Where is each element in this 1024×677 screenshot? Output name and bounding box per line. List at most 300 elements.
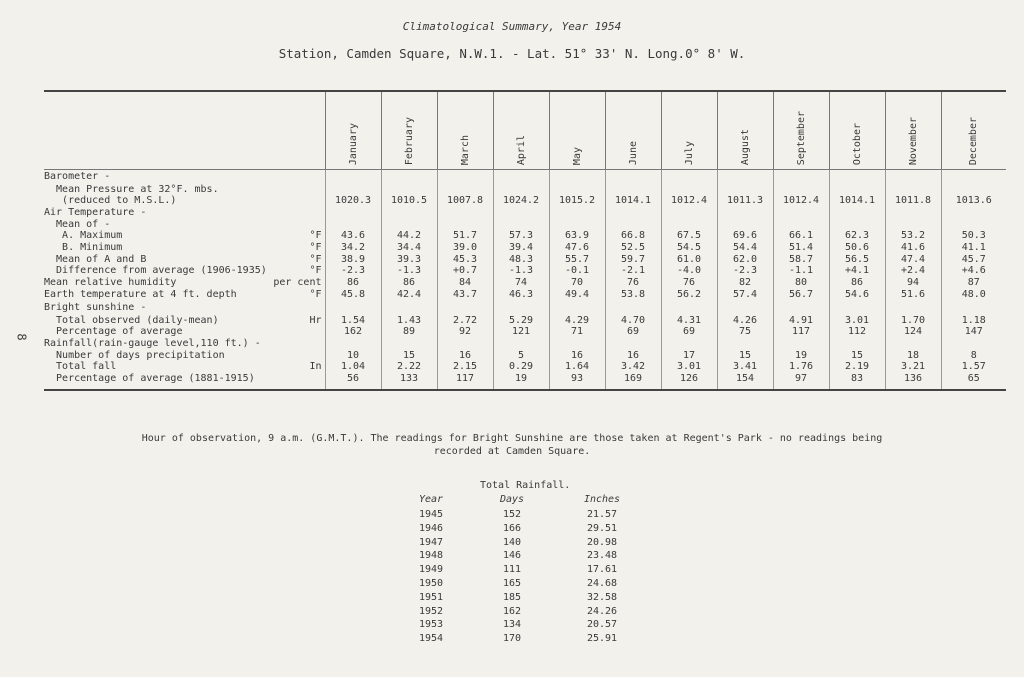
value-cell: 1013.6 — [941, 195, 1006, 207]
rainfall-inches: 20.57 — [586, 619, 618, 631]
value-cell: 62.3 — [829, 230, 885, 242]
value-cell: 66.1 — [773, 230, 829, 242]
value-cell: +4.1 — [829, 265, 885, 277]
rainfall-header-inches: Inches — [583, 493, 621, 505]
value-cell: 4.70 — [605, 315, 661, 327]
month-header-december — [941, 91, 1006, 169]
value-cell: 1.64 — [549, 361, 605, 373]
value-cell: 43.6 — [325, 230, 381, 242]
rainfall-year: 1948 — [418, 550, 444, 562]
value-cell: 1012.4 — [773, 195, 829, 207]
table-row — [44, 169, 1006, 184]
value-cell: 51.4 — [773, 242, 829, 254]
row-label-cell — [44, 207, 325, 219]
row-label: Mean Pressure at 32°F. mbs. — [44, 183, 219, 195]
rainfall-days: 111 — [502, 564, 522, 576]
value-cell: 4.29 — [549, 315, 605, 327]
row-label-cell — [44, 242, 325, 254]
rainfall-days: 170 — [502, 633, 522, 645]
value-cell: 69 — [605, 326, 661, 338]
value-cell: 47.4 — [885, 254, 941, 266]
row-label-cell — [44, 301, 325, 315]
value-cell: 45.3 — [437, 254, 493, 266]
row-label-cell — [44, 195, 325, 207]
value-cell — [493, 207, 549, 219]
climatological-summary-body — [44, 169, 1006, 390]
value-cell: 61.0 — [661, 254, 717, 266]
rainfall-year: 1950 — [418, 577, 444, 589]
value-cell: 1.76 — [773, 361, 829, 373]
month-label: May — [571, 147, 583, 166]
value-cell: -2.3 — [717, 265, 773, 277]
rainfall-inches: 32.58 — [586, 591, 618, 603]
value-cell: 154 — [717, 373, 773, 390]
rainfall-year: 1949 — [418, 564, 444, 576]
value-cell: 86 — [829, 277, 885, 289]
value-cell: 3.01 — [661, 361, 717, 373]
value-cell: 4.26 — [717, 315, 773, 327]
value-cell: 1014.1 — [605, 195, 661, 207]
value-cell: +4.6 — [941, 265, 1006, 277]
month-label: March — [459, 135, 471, 166]
value-cell: 5.29 — [493, 315, 549, 327]
value-cell: 2.15 — [437, 361, 493, 373]
value-cell — [661, 338, 717, 350]
value-cell — [661, 184, 717, 196]
value-cell: 1007.8 — [437, 195, 493, 207]
value-cell: 56.7 — [773, 289, 829, 301]
month-header-march — [437, 91, 493, 169]
value-cell — [493, 219, 549, 231]
row-label: B. Minimum — [44, 242, 123, 254]
rainfall-inches: 24.26 — [586, 605, 618, 617]
value-cell — [605, 219, 661, 231]
value-cell — [549, 338, 605, 350]
value-cell: 3.41 — [717, 361, 773, 373]
rainfall-days: 185 — [502, 591, 522, 603]
value-cell: -1.1 — [773, 265, 829, 277]
month-header-row — [44, 91, 1006, 169]
value-cell: 117 — [437, 373, 493, 390]
table-row — [44, 230, 1006, 242]
value-cell: 1010.5 — [381, 195, 437, 207]
value-cell: 4.91 — [773, 315, 829, 327]
value-cell: 41.1 — [941, 242, 1006, 254]
value-cell: 48.0 — [941, 289, 1006, 301]
rainfall-inches: 29.51 — [586, 522, 618, 534]
value-cell — [941, 338, 1006, 350]
rainfall-days: 140 — [502, 536, 522, 548]
value-cell: 1015.2 — [549, 195, 605, 207]
value-cell: 39.4 — [493, 242, 549, 254]
value-cell: 18 — [885, 350, 941, 362]
value-cell: 47.6 — [549, 242, 605, 254]
value-cell — [381, 169, 437, 184]
value-cell — [325, 219, 381, 231]
month-label: August — [739, 129, 751, 166]
value-cell: 70 — [549, 277, 605, 289]
station-info: Station, Camden Square, N.W.1. - Lat. 51° 33' N. Long.0° 8' W. — [278, 46, 746, 61]
table-row — [44, 277, 1006, 289]
row-label-cell — [44, 373, 325, 390]
climatological-summary-table — [44, 90, 1006, 391]
value-cell: 56.5 — [829, 254, 885, 266]
value-cell: -1.3 — [381, 265, 437, 277]
row-label: Number of days precipitation — [44, 349, 225, 361]
value-cell — [549, 219, 605, 231]
value-cell: 83 — [829, 373, 885, 390]
value-cell — [941, 184, 1006, 196]
row-unit: °F — [309, 242, 322, 254]
value-cell: 50.6 — [829, 242, 885, 254]
value-cell: 63.9 — [549, 230, 605, 242]
row-label: Mean of - — [44, 218, 111, 230]
header-label-cell — [44, 91, 325, 169]
row-label-cell — [44, 254, 325, 266]
row-label: Total observed (daily-mean) — [44, 314, 219, 326]
value-cell — [437, 219, 493, 231]
value-cell — [437, 338, 493, 350]
value-cell: 54.5 — [661, 242, 717, 254]
row-unit: °F — [309, 288, 322, 300]
value-cell: 92 — [437, 326, 493, 338]
rainfall-row — [395, 563, 647, 577]
value-cell: 84 — [437, 277, 493, 289]
value-cell: 4.31 — [661, 315, 717, 327]
value-cell: 43.7 — [437, 289, 493, 301]
value-cell: 1012.4 — [661, 195, 717, 207]
value-cell — [941, 219, 1006, 231]
rainfall-days: 166 — [502, 522, 522, 534]
value-cell — [381, 338, 437, 350]
value-cell: 15 — [829, 350, 885, 362]
value-cell — [829, 169, 885, 184]
value-cell: 74 — [493, 277, 549, 289]
row-label: Total fall — [44, 361, 117, 373]
value-cell: 45.7 — [941, 254, 1006, 266]
value-cell: 8 — [941, 350, 1006, 362]
value-cell: 86 — [381, 277, 437, 289]
table-row — [44, 184, 1006, 196]
value-cell — [549, 207, 605, 219]
value-cell: 53.8 — [605, 289, 661, 301]
rainfall-year: 1945 — [418, 509, 444, 520]
rainfall-days: 162 — [502, 605, 522, 617]
row-label: Bright sunshine - — [44, 301, 147, 313]
rainfall-inches: 23.48 — [586, 550, 618, 562]
rainfall-header-days: Days — [499, 493, 525, 505]
row-label: Percentage of average — [44, 326, 183, 338]
table-row — [44, 326, 1006, 338]
value-cell: 133 — [381, 373, 437, 390]
value-cell: 169 — [605, 373, 661, 390]
value-cell — [829, 184, 885, 196]
row-label-cell — [44, 277, 325, 289]
rainfall-days: 146 — [502, 550, 522, 562]
value-cell: 52.5 — [605, 242, 661, 254]
value-cell: -2.3 — [325, 265, 381, 277]
rainfall-row — [395, 605, 647, 619]
rainfall-row — [395, 549, 647, 563]
row-unit: °F — [309, 230, 322, 242]
month-label: June — [627, 141, 639, 166]
rainfall-row — [395, 508, 647, 522]
value-cell: 16 — [549, 350, 605, 362]
value-cell: -2.1 — [605, 265, 661, 277]
value-cell: 46.3 — [493, 289, 549, 301]
month-header-august — [717, 91, 773, 169]
value-cell: 2.72 — [437, 315, 493, 327]
month-label: July — [683, 141, 695, 166]
month-label: January — [347, 123, 359, 166]
row-label-cell — [44, 184, 325, 196]
value-cell: 3.01 — [829, 315, 885, 327]
value-cell: 54.4 — [717, 242, 773, 254]
value-cell: 5 — [493, 350, 549, 362]
value-cell: 16 — [605, 350, 661, 362]
month-header-may — [549, 91, 605, 169]
value-cell: 57.4 — [717, 289, 773, 301]
value-cell: 82 — [717, 277, 773, 289]
value-cell — [941, 301, 1006, 315]
value-cell — [493, 338, 549, 350]
value-cell: 93 — [549, 373, 605, 390]
value-cell: 42.4 — [381, 289, 437, 301]
value-cell: 3.21 — [885, 361, 941, 373]
value-cell — [549, 169, 605, 184]
value-cell — [829, 207, 885, 219]
value-cell: 80 — [773, 277, 829, 289]
value-cell — [773, 169, 829, 184]
value-cell — [325, 169, 381, 184]
value-cell: 1020.3 — [325, 195, 381, 207]
value-cell: 124 — [885, 326, 941, 338]
month-header-november — [885, 91, 941, 169]
value-cell — [381, 219, 437, 231]
rainfall-row — [395, 591, 647, 605]
value-cell — [605, 169, 661, 184]
value-cell: 1.18 — [941, 315, 1006, 327]
value-cell: 57.3 — [493, 230, 549, 242]
row-label: Air Temperature - — [44, 206, 147, 218]
value-cell: 51.7 — [437, 230, 493, 242]
rainfall-inches: 20.98 — [586, 536, 618, 548]
value-cell — [605, 301, 661, 315]
value-cell: 147 — [941, 326, 1006, 338]
value-cell: 1011.8 — [885, 195, 941, 207]
table-row — [44, 373, 1006, 390]
rainfall-header-year: Year — [418, 493, 444, 505]
value-cell — [493, 301, 549, 315]
row-label-cell — [44, 219, 325, 231]
observation-note-line-1: Hour of observation, 9 a.m. (G.M.T.). The readings for Bright Sunshine are those taken at Regent's Park - no readings being — [141, 433, 883, 444]
page-title: Climatological Summary, Year 1954 — [402, 20, 622, 33]
value-cell — [885, 338, 941, 350]
value-cell: 67.5 — [661, 230, 717, 242]
value-cell — [885, 219, 941, 231]
value-cell — [885, 169, 941, 184]
row-label-cell — [44, 315, 325, 327]
rainfall-row — [395, 618, 647, 632]
value-cell — [885, 207, 941, 219]
value-cell: 3.42 — [605, 361, 661, 373]
rainfall-year: 1947 — [418, 536, 444, 548]
value-cell — [717, 169, 773, 184]
rainfall-year: 1952 — [418, 605, 444, 617]
value-cell — [773, 219, 829, 231]
value-cell — [773, 184, 829, 196]
value-cell: 126 — [661, 373, 717, 390]
value-cell: 1.70 — [885, 315, 941, 327]
row-unit: °F — [309, 265, 322, 277]
rainfall-year: 1953 — [418, 619, 444, 631]
table-row — [44, 301, 1006, 315]
value-cell — [661, 207, 717, 219]
value-cell: -1.3 — [493, 265, 549, 277]
value-cell — [549, 301, 605, 315]
row-label-cell — [44, 350, 325, 362]
value-cell — [717, 301, 773, 315]
row-label-cell — [44, 169, 325, 184]
value-cell — [717, 219, 773, 231]
value-cell: +2.4 — [885, 265, 941, 277]
value-cell: -4.0 — [661, 265, 717, 277]
value-cell: 87 — [941, 277, 1006, 289]
value-cell: 117 — [773, 326, 829, 338]
value-cell — [493, 184, 549, 196]
value-cell — [605, 338, 661, 350]
row-label: Earth temperature at 4 ft. depth — [44, 288, 237, 300]
value-cell: 34.4 — [381, 242, 437, 254]
value-cell: 41.6 — [885, 242, 941, 254]
rainfall-row — [395, 632, 647, 646]
value-cell: 15 — [381, 350, 437, 362]
row-label-cell — [44, 230, 325, 242]
table-row — [44, 254, 1006, 266]
value-cell — [773, 207, 829, 219]
value-cell: 38.9 — [325, 254, 381, 266]
value-cell: 16 — [437, 350, 493, 362]
row-label-cell — [44, 326, 325, 338]
row-label: Rainfall(rain-gauge level,110 ft.) - — [44, 337, 261, 349]
value-cell: 76 — [661, 277, 717, 289]
rainfall-row — [395, 522, 647, 536]
month-label: April — [515, 135, 527, 166]
value-cell: 48.3 — [493, 254, 549, 266]
rainfall-year: 1946 — [418, 522, 444, 534]
row-label: Mean of A and B — [44, 253, 147, 265]
observation-note-line-2: recorded at Camden Square. — [433, 446, 591, 457]
value-cell: +0.7 — [437, 265, 493, 277]
value-cell — [773, 338, 829, 350]
value-cell: 97 — [773, 373, 829, 390]
month-header-september — [773, 91, 829, 169]
month-header-june — [605, 91, 661, 169]
value-cell: 1014.1 — [829, 195, 885, 207]
row-label-cell — [44, 338, 325, 350]
value-cell — [885, 184, 941, 196]
table-row — [44, 207, 1006, 219]
month-label: December — [968, 117, 980, 166]
value-cell: 50.3 — [941, 230, 1006, 242]
value-cell: 1011.3 — [717, 195, 773, 207]
rainfall-row — [395, 577, 647, 591]
month-label: February — [403, 117, 415, 166]
rainfall-days: 165 — [502, 577, 522, 589]
month-header-january — [325, 91, 381, 169]
table-row — [44, 265, 1006, 277]
value-cell: 44.2 — [381, 230, 437, 242]
value-cell: 1.04 — [325, 361, 381, 373]
table-row — [44, 242, 1006, 254]
value-cell — [941, 169, 1006, 184]
value-cell — [437, 301, 493, 315]
value-cell: 53.2 — [885, 230, 941, 242]
value-cell — [717, 184, 773, 196]
month-label: September — [795, 111, 807, 166]
rainfall-table-body — [395, 508, 647, 646]
value-cell — [605, 184, 661, 196]
value-cell — [605, 207, 661, 219]
row-label-cell — [44, 289, 325, 301]
value-cell — [325, 301, 381, 315]
row-label: Percentage of average (1881-1915) — [44, 373, 255, 385]
row-unit: In — [309, 361, 322, 373]
value-cell — [661, 219, 717, 231]
value-cell: 1.57 — [941, 361, 1006, 373]
month-header-july — [661, 91, 717, 169]
table-row — [44, 289, 1006, 301]
row-unit: Hr — [309, 314, 322, 326]
row-label-cell — [44, 361, 325, 373]
rainfall-inches: 17.61 — [586, 564, 618, 576]
rainfall-year: 1951 — [418, 591, 444, 603]
rainfall-inches: 25.91 — [586, 633, 618, 645]
value-cell — [325, 184, 381, 196]
value-cell: 94 — [885, 277, 941, 289]
value-cell: 56.2 — [661, 289, 717, 301]
value-cell: 17 — [661, 350, 717, 362]
rainfall-days: 134 — [502, 619, 522, 631]
rainfall-row — [395, 536, 647, 550]
value-cell: 39.0 — [437, 242, 493, 254]
value-cell: 1024.2 — [493, 195, 549, 207]
table-row — [44, 219, 1006, 231]
total-rainfall-table — [395, 490, 647, 646]
value-cell — [829, 301, 885, 315]
value-cell — [381, 207, 437, 219]
value-cell: 51.6 — [885, 289, 941, 301]
value-cell: 55.7 — [549, 254, 605, 266]
rainfall-inches: 21.57 — [586, 509, 618, 520]
value-cell — [885, 301, 941, 315]
value-cell: 1.54 — [325, 315, 381, 327]
row-label: A. Maximum — [44, 230, 123, 242]
row-label: Difference from average (1906-1935) — [44, 265, 267, 277]
value-cell: 136 — [885, 373, 941, 390]
value-cell: 19 — [773, 350, 829, 362]
value-cell — [773, 301, 829, 315]
value-cell: 0.29 — [493, 361, 549, 373]
table-row — [44, 338, 1006, 350]
value-cell — [325, 207, 381, 219]
value-cell: 66.8 — [605, 230, 661, 242]
value-cell: 162 — [325, 326, 381, 338]
rainfall-header-row — [395, 490, 647, 508]
value-cell: 112 — [829, 326, 885, 338]
page-number: 8 — [14, 333, 29, 341]
value-cell: 10 — [325, 350, 381, 362]
